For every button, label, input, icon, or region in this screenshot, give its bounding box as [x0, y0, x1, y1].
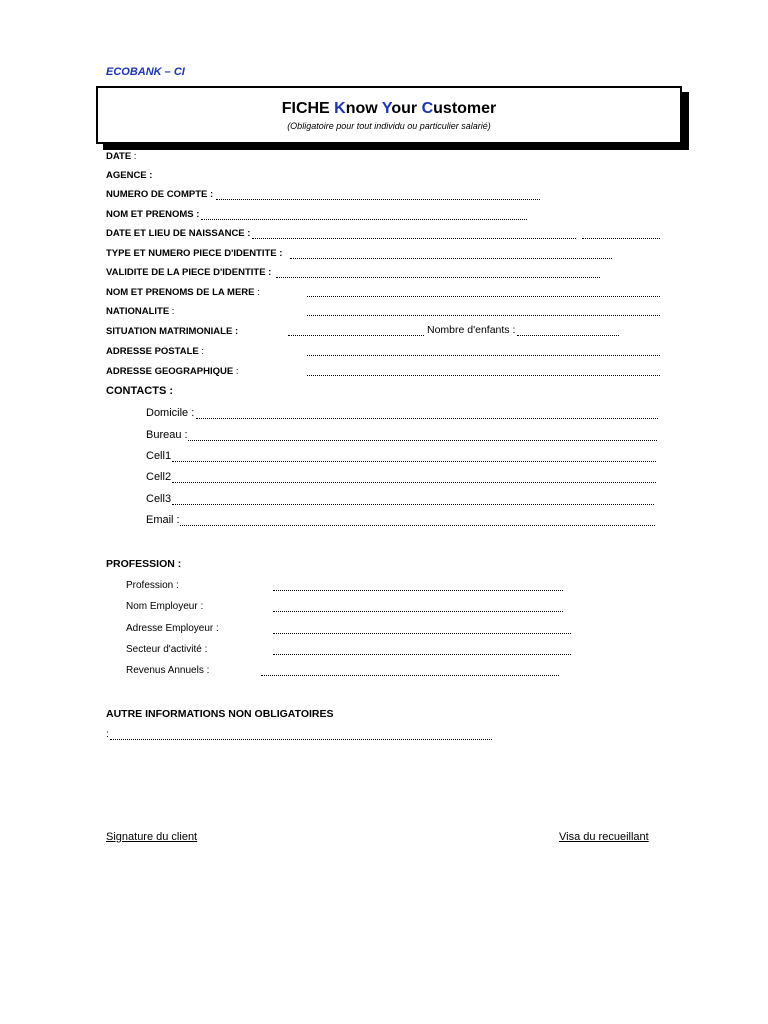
cell2-label: Cell2 [146, 471, 172, 483]
type-piece-label: TYPE ET NUMERO PIECE D'IDENTITE : [106, 248, 283, 259]
agence-label: AGENCE : [106, 170, 153, 181]
title-letter-y: Y [381, 100, 392, 117]
revenus-field[interactable] [261, 675, 559, 676]
adresse-geo-label: ADRESSE GEOGRAPHIQUE : [106, 366, 239, 377]
date-naissance-field[interactable] [252, 238, 576, 239]
title-box [96, 86, 682, 144]
domicile-label: Domicile : [146, 407, 195, 419]
cell2-field[interactable] [172, 482, 656, 483]
revenus-label: Revenus Annuels : [126, 665, 210, 676]
adresse-employeur-label: Adresse Employeur : [126, 623, 219, 634]
bureau-label: Bureau : [146, 429, 188, 441]
date-label-text: DATE [106, 151, 132, 162]
adresse-postale-label: ADRESSE POSTALE : [106, 346, 205, 357]
date-lieu-naissance-label: DATE ET LIEU DE NAISSANCE : [106, 228, 251, 239]
autres-info-field[interactable] [110, 739, 492, 740]
bank-name: ECOBANK – CI [106, 66, 185, 78]
nationalite-label: NATIONALITE : [106, 306, 175, 317]
profession-label: Profession : [126, 580, 179, 591]
title-text-now: now [345, 100, 382, 117]
visa-recueillant-label: Visa du recueillant [559, 831, 649, 843]
nom-employeur-label: Nom Employeur : [126, 601, 204, 612]
bureau-field[interactable] [188, 440, 657, 441]
nombre-enfants-label: Nombre d'enfants : [427, 324, 516, 336]
adresse-postale-text: ADRESSE POSTALE [106, 346, 199, 357]
cell3-field[interactable] [172, 504, 654, 505]
nom-mere-text: NOM ET PRENOMS DE LA MERE [106, 287, 255, 298]
situation-label: SITUATION MATRIMONIALE : [106, 326, 239, 337]
form-subtitle: (Obligatoire pour tout individu ou particulier salarié) [287, 121, 491, 131]
email-label: Email : [146, 514, 180, 526]
situation-field[interactable] [288, 335, 424, 336]
title-text-our: our [391, 100, 422, 117]
numero-compte-label: NUMERO DE COMPTE : [106, 189, 214, 200]
cell3-label: Cell3 [146, 493, 172, 505]
lieu-naissance-field[interactable] [582, 238, 660, 239]
nom-mere-label: NOM ET PRENOMS DE LA MERE : [106, 287, 260, 298]
adresse-geo-field[interactable] [307, 375, 660, 376]
contacts-heading: CONTACTS : [106, 385, 174, 397]
nom-prenoms-field[interactable] [201, 219, 527, 220]
profession-field[interactable] [273, 590, 563, 591]
cell1-field[interactable] [172, 461, 656, 462]
autres-info-heading: AUTRE INFORMATIONS NON OBLIGATOIRES [106, 708, 334, 720]
nom-employeur-field[interactable] [273, 611, 563, 612]
domicile-field[interactable] [196, 418, 658, 419]
type-piece-field[interactable] [290, 258, 612, 259]
numero-compte-field[interactable] [216, 199, 540, 200]
nom-mere-field[interactable] [307, 296, 660, 297]
title-text-ustomer: ustomer [433, 100, 497, 117]
secteur-field[interactable] [273, 654, 571, 655]
secteur-label: Secteur d'activité : [126, 644, 208, 655]
cell1-label: Cell1 [146, 450, 172, 462]
adresse-employeur-field[interactable] [273, 633, 571, 634]
validite-piece-field[interactable] [276, 277, 600, 278]
adresse-geo-text: ADRESSE GEOGRAPHIQUE [106, 366, 234, 377]
title-letter-c: C [421, 100, 434, 117]
form-title [98, 100, 680, 118]
title-letter-k: K [334, 100, 346, 117]
email-field[interactable] [180, 525, 655, 526]
adresse-postale-field[interactable] [307, 355, 660, 356]
signature-client-label: Signature du client [106, 831, 198, 843]
date-label: DATE : [106, 151, 137, 162]
nombre-enfants-field[interactable] [517, 335, 619, 336]
nationalite-text: NATIONALITE [106, 306, 170, 317]
autres-info-prefix: : [106, 728, 109, 740]
validite-piece-label: VALIDITE DE LA PIECE D'IDENTITE : [106, 267, 272, 278]
profession-heading: PROFESSION : [106, 558, 182, 570]
nationalite-field[interactable] [307, 315, 660, 316]
title-text-fiche: FICHE [281, 100, 335, 117]
nom-prenoms-label: NOM ET PRENOMS : [106, 209, 200, 220]
